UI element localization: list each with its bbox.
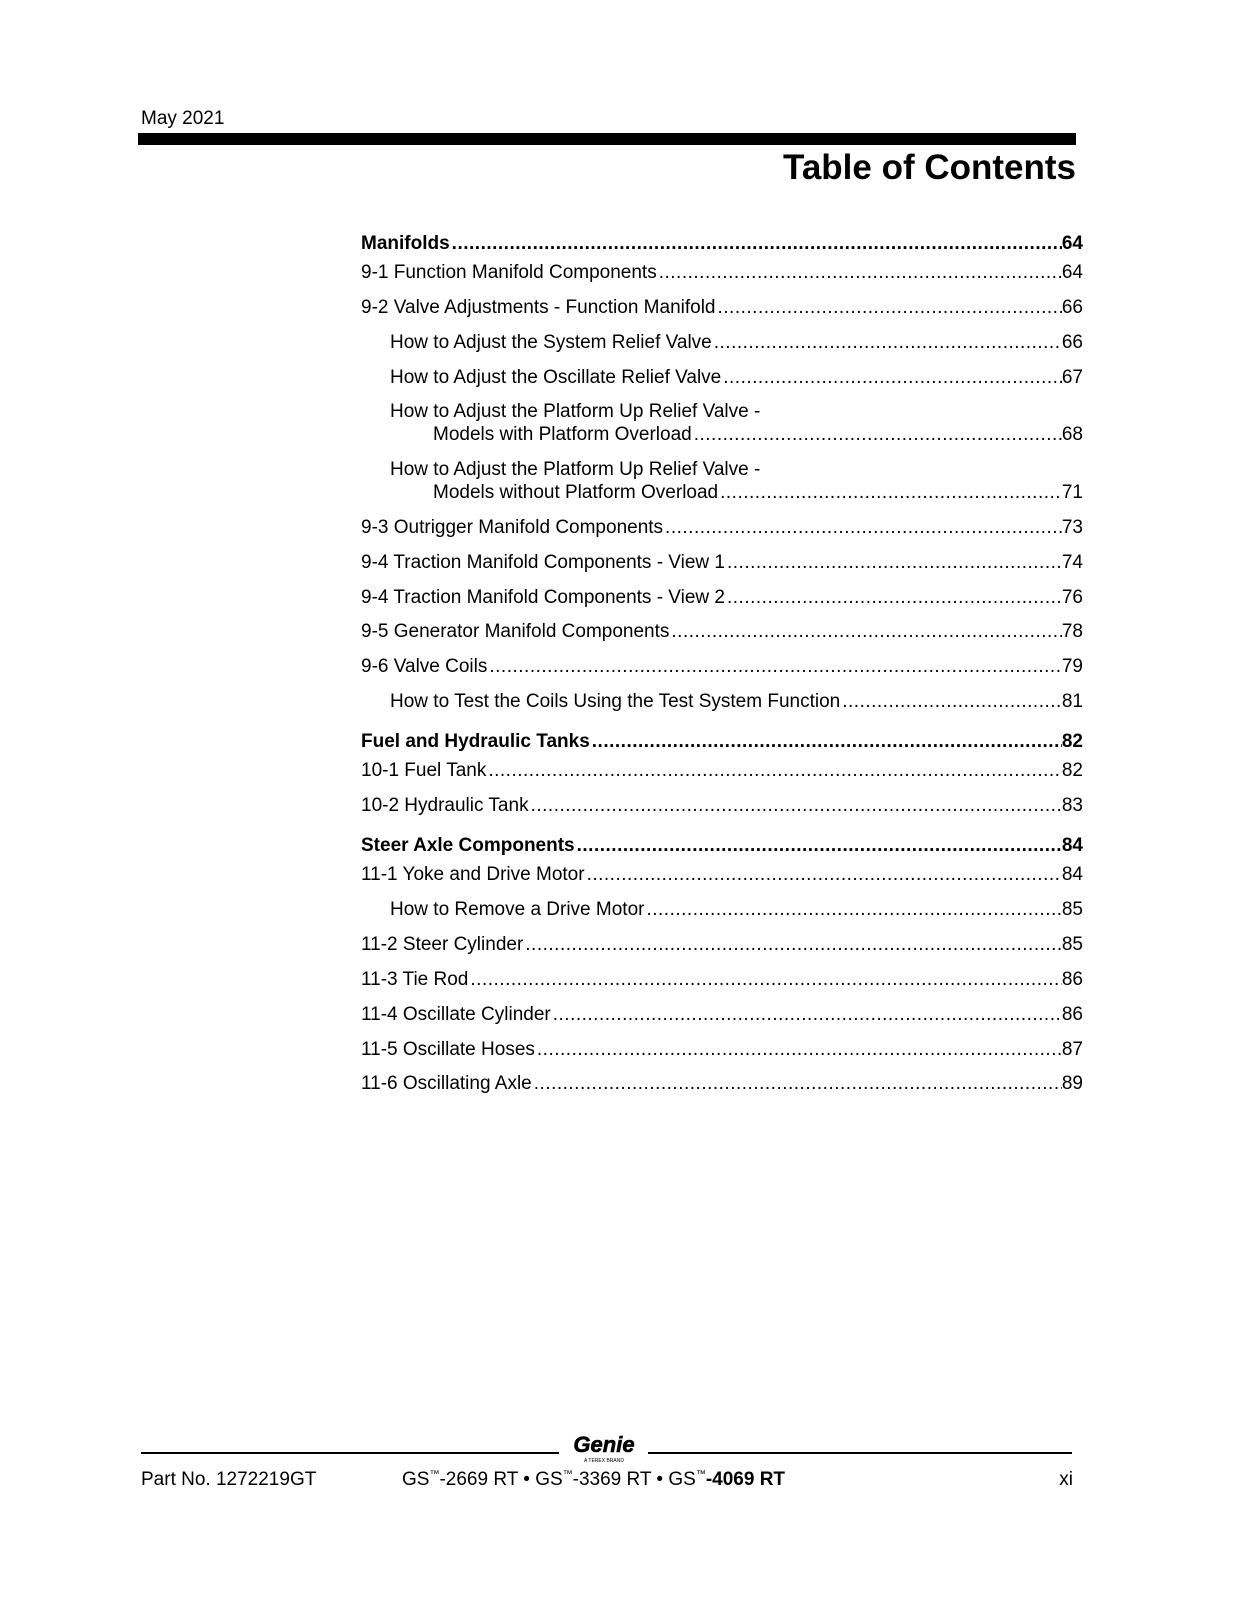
toc-entry-page: 81 xyxy=(1061,691,1083,712)
dot-leader xyxy=(712,331,1062,354)
toc-entry-page: 67 xyxy=(1061,367,1083,388)
toc-entry-page: 84 xyxy=(1061,835,1083,856)
dot-leader xyxy=(468,968,1061,991)
dot-leader xyxy=(575,834,1062,857)
toc-entry[interactable] xyxy=(361,586,1083,609)
toc-entry-page: 84 xyxy=(1061,864,1083,885)
model-gs: GS xyxy=(668,1469,696,1490)
page-date: May 2021 xyxy=(141,108,225,129)
toc-entry-label: 11-4 Oscillate Cylinder xyxy=(361,1004,551,1025)
toc-entry-label: 11-6 Oscillating Axle xyxy=(361,1073,532,1094)
toc-entry-label: 9-2 Valve Adjustments - Function Manifold xyxy=(361,297,716,318)
toc-entry-page: 66 xyxy=(1061,332,1083,353)
dot-leader xyxy=(535,1038,1062,1061)
toc-entry-label: Manifolds xyxy=(361,233,450,254)
trademark-symbol: ™ xyxy=(562,1469,573,1480)
toc-entry[interactable] xyxy=(361,261,1083,284)
toc-entry[interactable] xyxy=(361,296,1083,319)
toc-entry-label: Models with Platform Overload xyxy=(433,424,692,445)
dot-leader xyxy=(718,481,1062,504)
toc-entry-page: 85 xyxy=(1061,934,1083,955)
dot-leader xyxy=(585,863,1062,886)
toc-entry-page: 78 xyxy=(1061,621,1083,642)
toc-entry[interactable] xyxy=(361,551,1083,574)
toc-entry-label: 9-1 Function Manifold Components xyxy=(361,262,657,283)
toc-entry-page: 82 xyxy=(1061,731,1083,752)
toc-section-heading[interactable] xyxy=(361,232,1083,255)
toc-entry[interactable] xyxy=(361,400,1083,446)
toc-entry-page: 76 xyxy=(1061,587,1083,608)
toc-entry-label: 9-4 Traction Manifold Components - View 2 xyxy=(361,587,725,608)
toc-entry[interactable] xyxy=(361,690,1083,713)
model-gs: GS xyxy=(535,1469,563,1490)
toc-entry[interactable] xyxy=(361,458,1083,504)
dot-leader xyxy=(590,730,1062,753)
toc-entry-page: 87 xyxy=(1061,1039,1083,1060)
trademark-symbol: ™ xyxy=(695,1469,706,1480)
footer-part-number: Part No. 1272219GT xyxy=(141,1469,317,1490)
toc-entry-page: 74 xyxy=(1061,552,1083,573)
dot-leader xyxy=(692,423,1062,446)
toc-entry-page: 86 xyxy=(1061,969,1083,990)
dot-leader xyxy=(663,516,1062,539)
dot-leader xyxy=(529,794,1062,817)
toc-entry-page: 85 xyxy=(1061,899,1083,920)
dot-leader xyxy=(644,898,1061,921)
genie-logo-text: Genie xyxy=(573,1432,635,1457)
toc-entry-label: 10-1 Fuel Tank xyxy=(361,760,487,781)
toc-entry-label: Fuel and Hydraulic Tanks xyxy=(361,731,590,752)
toc-entry-page: 89 xyxy=(1061,1073,1083,1094)
toc-entry-label: 9-4 Traction Manifold Components - View 1 xyxy=(361,552,725,573)
toc-entry-label-line1: How to Adjust the Platform Up Relief Valve - xyxy=(390,401,761,422)
toc-entry-label: How to Adjust the Oscillate Relief Valve xyxy=(390,367,722,388)
toc-entry-label-line1: How to Adjust the Platform Up Relief Valve - xyxy=(390,459,761,480)
dot-leader xyxy=(523,933,1062,956)
dot-leader xyxy=(725,551,1062,574)
toc-entry[interactable] xyxy=(361,331,1083,354)
toc-entry[interactable] xyxy=(361,794,1083,817)
toc-entry-label: 9-3 Outrigger Manifold Components xyxy=(361,517,664,538)
toc-entry-label: 11-2 Steer Cylinder xyxy=(361,934,524,955)
toc-entry-label: 10-2 Hydraulic Tank xyxy=(361,795,529,816)
dot-leader xyxy=(487,655,1061,678)
toc-entry[interactable] xyxy=(361,898,1083,921)
toc-entry-page: 66 xyxy=(1061,297,1083,318)
toc-entry-label: 9-5 Generator Manifold Components xyxy=(361,621,670,642)
toc-entry-label: 11-3 Tie Rod xyxy=(361,969,469,990)
toc-entry-label: Models without Platform Overload xyxy=(433,482,719,503)
header-rule xyxy=(138,133,1076,145)
dot-leader xyxy=(657,261,1062,284)
model-4069: -4069 RT xyxy=(705,1469,786,1490)
model-gs: GS xyxy=(402,1469,430,1490)
dot-leader xyxy=(532,1072,1062,1095)
toc-entry-page: 64 xyxy=(1061,262,1083,283)
toc-entry-label: 11-1 Yoke and Drive Motor xyxy=(361,864,585,885)
toc-entry-label: How to Remove a Drive Motor xyxy=(390,899,645,920)
dot-leader xyxy=(840,690,1062,713)
model-3369: -3369 RT • xyxy=(572,1469,669,1490)
dot-leader xyxy=(551,1003,1062,1026)
toc-entry-label: 11-5 Oscillate Hoses xyxy=(361,1039,535,1060)
toc-entry[interactable] xyxy=(361,968,1083,991)
toc-entry-label: 9-6 Valve Coils xyxy=(361,656,488,677)
footer-page-number: xi xyxy=(1059,1469,1073,1490)
toc-entry-label: How to Test the Coils Using the Test System Function xyxy=(390,691,841,712)
dot-leader xyxy=(669,620,1061,643)
toc-entry-label: How to Adjust the System Relief Valve xyxy=(390,332,712,353)
toc-entry-page: 86 xyxy=(1061,1004,1083,1025)
toc-section-heading[interactable] xyxy=(361,730,1083,753)
toc-entry[interactable] xyxy=(361,1038,1083,1061)
toc-entry-page: 64 xyxy=(1061,233,1083,254)
toc-entry[interactable] xyxy=(361,759,1083,782)
toc-entry[interactable] xyxy=(361,863,1083,886)
toc-entry[interactable] xyxy=(361,933,1083,956)
toc-entry[interactable] xyxy=(361,620,1083,643)
dot-leader xyxy=(721,366,1062,389)
genie-logo-subtext: A TEREX BRAND xyxy=(584,1458,624,1464)
footer-rule-right xyxy=(648,1452,1072,1454)
toc-entry[interactable] xyxy=(361,516,1083,539)
footer-models xyxy=(402,1469,785,1491)
toc-entry[interactable] xyxy=(361,1003,1083,1026)
footer-rule-left xyxy=(141,1452,559,1454)
toc-entry[interactable] xyxy=(361,655,1083,678)
toc-entry-page: 73 xyxy=(1061,517,1083,538)
page-title: Table of Contents xyxy=(783,148,1076,187)
toc-section-heading[interactable] xyxy=(361,834,1083,857)
toc-entry[interactable] xyxy=(361,1072,1083,1095)
toc-entry-page: 83 xyxy=(1061,795,1083,816)
dot-leader xyxy=(450,232,1062,255)
toc-entry-page: 71 xyxy=(1061,482,1083,503)
dot-leader xyxy=(486,759,1062,782)
toc-entry-page: 79 xyxy=(1061,656,1083,677)
model-2669: -2669 RT • xyxy=(439,1469,536,1490)
dot-leader xyxy=(716,296,1062,319)
genie-logo xyxy=(566,1432,642,1466)
toc-entry-page: 68 xyxy=(1061,424,1083,445)
toc-entry-label: Steer Axle Components xyxy=(361,835,575,856)
toc-entry[interactable] xyxy=(361,366,1083,389)
toc-entry-page: 82 xyxy=(1061,760,1083,781)
trademark-symbol: ™ xyxy=(429,1469,440,1480)
dot-leader xyxy=(725,586,1062,609)
